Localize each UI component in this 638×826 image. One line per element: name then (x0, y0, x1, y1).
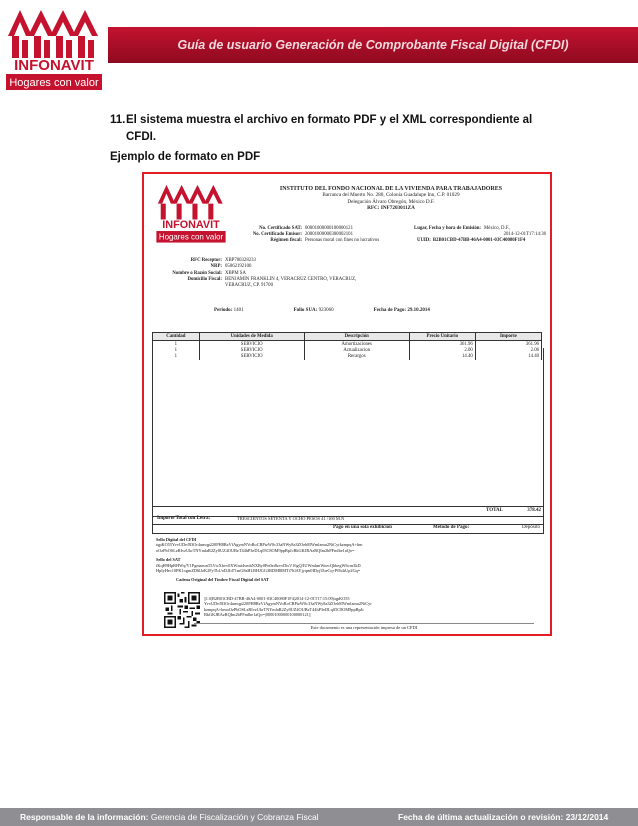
cell-descripcion: Amortizaciones (304, 341, 409, 348)
cell-cantidad: 1 (153, 347, 200, 353)
representation-note: Este documento es una representación impresa de un CFDI (194, 623, 534, 630)
cell-importe: 14.40 (475, 353, 541, 359)
house-roofs-icon (8, 10, 98, 58)
receptor-block (154, 258, 404, 289)
column-header: Importe (475, 333, 541, 341)
header-band (108, 27, 638, 63)
receptor-label: Domicilio Fiscal: (187, 276, 222, 282)
importe-letra-value: TRESCIENTOS SETENTA Y OCHO PESOS 41 /100 M.N (237, 516, 345, 521)
pago-label: Pago en una sola exhibición (333, 525, 392, 530)
table-row (153, 341, 542, 348)
periodo-label: Periodo: (214, 308, 233, 313)
cell-unidad: SERVICIO (199, 341, 304, 348)
step-text-line2: CFDI. (126, 131, 157, 143)
sello-sat-line: fKqH9HpRHWq/V1PgmaeonTLVicXhvv0XWmt4vmbNXRy0Pn0zt8zvvDtsV16gQ/IUWmhmWoecQbkegW6crn3kD (156, 562, 361, 568)
issuer-address2: Delegación Álvaro Obregón, México D.F. (347, 198, 435, 205)
invoice-preview (142, 172, 552, 636)
page-title: Guía de usuario Generación de Comprobante Fiscal Digital (CFDI) (177, 38, 569, 52)
cell-unidad: SERVICIO (199, 347, 304, 353)
logo-slogan: Hogares con valor (9, 77, 99, 89)
infonavit-logo (4, 6, 104, 92)
folio-value: 923060 (318, 308, 334, 313)
column-header: Unidades de Medida (199, 333, 304, 341)
invoice-logo (150, 182, 232, 244)
issuer-name: INSTITUTO DEL FONDO NACIONAL DE LA VIVIENDA PARA TRABAJADORES (279, 186, 503, 192)
step-instruction (110, 112, 540, 146)
periodo-row (214, 308, 544, 313)
sello-cfdi-line: oOzPbOSLzRIvzUkrTNYmlaR2Zy8UZ4OUBzT44hP3eDLq05C8OM9ppBpJcBkGKJRAzRQIm2bPFmlbe1aQo= (156, 547, 355, 553)
regimen-value: Personas moral con fines no lucrativos (305, 238, 380, 243)
cell-cantidad: 1 (153, 353, 200, 359)
logo-brand: INFONAVIT (14, 57, 94, 74)
items-table-body-frame (152, 348, 544, 507)
receptor-label (154, 283, 225, 289)
receptor-value: BENJAMIN FRANKLIN 4, VERACRUZ CENTRO, VERACRUZ, (225, 276, 357, 282)
table-header-row (153, 333, 542, 341)
fecha-pago-value: 29.10.2014 (407, 308, 430, 313)
cert-emisor-label: No. Certificado Emisor: (252, 232, 302, 237)
total-value: 378.42 (527, 508, 541, 513)
folio-label: Folio SUA: (293, 308, 318, 313)
footer-responsable-label: Responsable de la información: (20, 812, 149, 822)
cadena-line: BkGKJRAzRQIm2bPFmlbe1aQo=|00001000000100000121|| (204, 612, 311, 618)
cell-descripcion: Actualizacion (304, 347, 409, 353)
cert-no-value: 00001000000100000121 (305, 226, 353, 231)
footer-responsable-value: Gerencia de Fiscalización y Cobranza Fiscal (150, 812, 319, 822)
receptor-value: XBPM SA (225, 270, 246, 276)
metodo-label: Método de Pago: (433, 525, 470, 530)
cadena-block (204, 596, 539, 618)
footer-fecha-label: Fecha de última actualización o revisión: (398, 812, 564, 822)
cell-precio: 14.40 (409, 353, 475, 359)
column-header: Descripción (304, 333, 409, 341)
cell-importe: 361.96 (475, 341, 541, 348)
footer-bar (0, 808, 638, 826)
cell-precio: 2.00 (409, 347, 475, 353)
receptor-value: XBP700328233 (225, 258, 256, 263)
periodo-value: 1401 (233, 308, 244, 313)
receptor-label: Nombre o Razón Social: (172, 270, 222, 276)
cadena-title: Cadena Original del Timbre Fiscal Digital del SAT (176, 577, 269, 583)
receptor-value: 05062192100 (225, 264, 252, 270)
cell-importe: 2.06 (475, 347, 541, 353)
sello-sat-title: Sello del SAT (156, 557, 181, 563)
cadena-line: kzmpqA+bmoOzPbOSLzRIvzUkrTNYmlaR2Zy8UZ4OUBzT44hP3eDLq05C8OM9ppBpJc (204, 606, 365, 612)
issuer-block (236, 186, 546, 211)
cell-descripcion: Recargos (304, 353, 409, 359)
cell-cantidad: 1 (153, 341, 200, 348)
metodo-value: Depósito (521, 525, 540, 530)
invoice-logo-slogan: Hogares con valor (158, 232, 224, 242)
cert-no-label: No. Certificado SAT: (259, 226, 302, 231)
lugar-value: México, D.F., (484, 226, 511, 231)
receptor-label: RFC Receptor: (190, 258, 222, 263)
column-header: Cantidad (153, 333, 200, 341)
step-text-line1: El sistema muestra el archivo en formato PDF y el XML correspondiente al (126, 114, 533, 126)
invoice-logo-brand: INFONAVIT (162, 219, 220, 232)
fecha-emision: 2014-12-01T17:14:36 (503, 232, 546, 237)
cert-emisor-value: 20001000000300002101 (305, 232, 353, 237)
sellos-block (156, 537, 536, 583)
cell-precio: 361.96 (409, 341, 475, 348)
issuer-address1: Barranca del Muerto No. 280, Colonia Guadalupe Inn, C.P. 01029 (322, 192, 460, 199)
house-roofs-icon (158, 185, 223, 220)
footer-fecha-value: 23/12/2014 (565, 812, 609, 822)
cadena-line: YvvUDe/B3Or4umqp220PH8RzVfAgymNVoRoCRPtzW0c33aNWy8a3ZOeh8IWmlzmu2NtCyr (204, 601, 372, 607)
uuid-label: UUID: (417, 238, 431, 243)
cell-unidad: SERVICIO (199, 353, 304, 359)
regimen-label: Régimen fiscal: (270, 238, 302, 243)
certificate-block (236, 226, 546, 244)
uuid-value: B2B01CBD-47BB-46A4-0001-03C40080F1F4 (432, 238, 526, 243)
fecha-pago-label: Fecha de Pago: (373, 308, 407, 313)
receptor-label: NRP: (210, 264, 222, 270)
sello-cfdi-line: tqpKO55YvvUDe/B3Or4umqp220PH8RzVfAgymNVoRoCRPtzW0c33aNWy8a3ZOeh8IWmlzmu2NtCyrkzmpqA+bm (156, 542, 363, 548)
example-title: Ejemplo de formato en PDF (110, 151, 261, 163)
pago-row (152, 524, 544, 534)
total-label: TOTAL (485, 508, 503, 513)
footer-fecha (398, 808, 608, 826)
sello-cfdi-title: Sello Digital del CFDI (156, 537, 197, 542)
cadena-line: ||1.0|B2B01CBD-47BB-46A4-0001-03C40080F1F4|2014-12-01T17:15:09|tqpKO55 (204, 596, 350, 601)
footer-responsable (20, 808, 319, 826)
issuer-rfc: RFC: INF7203011ZA (367, 204, 415, 211)
receptor-value: VERACRUZ, CP. 91700 (225, 283, 273, 289)
column-header: Precio Unitario (409, 333, 475, 341)
lugar-label: Lugar, Fecha y hora de Emisión: (414, 226, 481, 231)
importe-letra-label: Importe Total con Letra: (157, 516, 211, 521)
step-number: 11. (110, 114, 126, 126)
sello-sat-line: HpIyHec10PK1ogmZD6lJzK2FyTb1/oDJJd71mG8zHLRHJGG3RDM8lMTt7ltlAYjyqm0IDyjUbeCq+P0b4rUp2Gq= (156, 568, 361, 574)
